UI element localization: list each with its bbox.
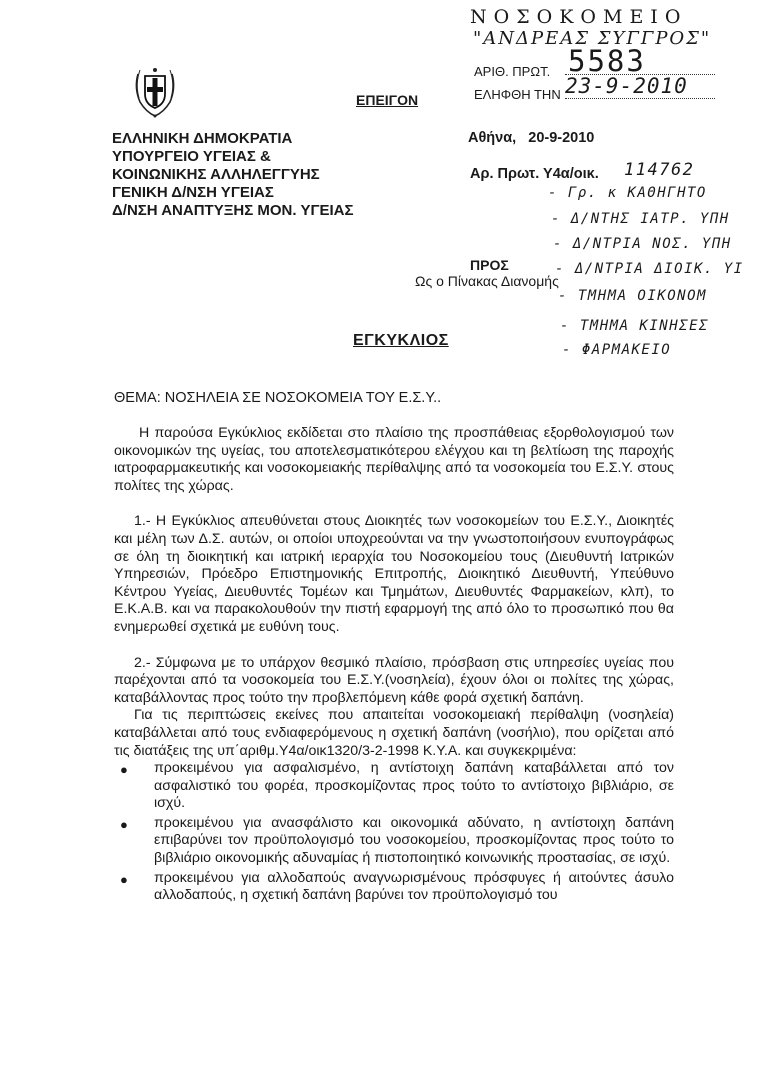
list-item-text: προκειμένου για αλλοδαπούς αναγνωρισμένους πρόσφυγες ή αιτούντες άσυλο αλλοδαπούς, η σχετική δαπάνη βαρύνει τον προϋπολογισμό του [154, 869, 674, 904]
handwritten-distribution-item: - ΤΜΗΜΑ ΚΙΝΗΣΕΣ [560, 318, 709, 334]
subject-line: ΘΕΜΑ: ΝΟΣΗΛΕΙΑ ΣΕ ΝΟΣΟΚΟΜΕΙΑ ΤΟΥ Ε.Σ.Υ.. [114, 390, 442, 406]
document-title: ΕΓΚΥΚΛΙΟΣ [353, 332, 449, 349]
handwritten-distribution-item: - ΤΜΗΜΑ ΟΙΚΟΝΟΜ [558, 288, 707, 304]
stamp-receipt-label: ΕΛΗΦΘΗ ΤΗΝ [474, 87, 561, 102]
org-line: ΥΠΟΥΡΓΕΙΟ ΥΓΕΙΑΣ & [112, 148, 271, 165]
stamp-prot-number: 5583 [568, 44, 646, 78]
org-line: Δ/ΝΣΗ ΑΝΑΠΤΥΞΗΣ ΜΟΝ. ΥΓΕΙΑΣ [112, 202, 354, 219]
protocol-label: Αρ. Πρωτ. Υ4α/οικ. [470, 166, 599, 182]
org-header [112, 130, 353, 220]
place-date: Αθήνα, 20-9-2010 [468, 130, 595, 146]
org-line: ΕΛΛΗΝΙΚΗ ΔΗΜΟΚΡΑΤΙΑ [112, 130, 293, 147]
to-label: ΠΡΟΣ [470, 257, 509, 273]
bullet-list [114, 760, 674, 905]
stamp-receipt-line [565, 98, 715, 99]
stamp-receipt-date: 23-9-2010 [565, 74, 688, 98]
bullet-icon: ● [120, 762, 128, 778]
bullet-icon: ● [120, 816, 128, 832]
paragraph-3: Για τις περιπτώσεις εκείνες που απαιτείται νοσοκομειακή περίθαλψη (νοσηλεία) καταβάλλεται από τους ενδιαφερόμενους η σχετική δαπάνη (νοσήλιο), που ορίζεται από τις διατάξεις της υπ΄αριθμ.Υ4α/οικ1320/3-2-1998 Κ.Υ.Α. και συγκεκριμένα: [114, 707, 674, 759]
urgent-label: ΕΠΕΙΓΟΝ [356, 92, 419, 108]
intro-paragraph: Η παρούσα Εγκύκλιος εκδίδεται στο πλαίσιο της προσπάθειας εξορθολογισμού των οικονομικών της υγείας, του αποτελεσματικότερου ελέγχου και τη βελτίωση της παροχής ιατροφαρμακευτικής και νοσοκομειακής περίθαλψης από τα νοσοκομεία του Ε.Σ.Υ. στους πολίτες της χώρας. [114, 425, 674, 494]
protocol-number-handwritten: 114762 [624, 160, 695, 180]
to-recipients: Ως ο Πίνακας Διανομής [415, 273, 559, 289]
stamp-prot-label: ΑΡΙΘ. ΠΡΩΤ. [474, 64, 551, 79]
list-item [114, 815, 674, 868]
org-line: ΚΟΙΝΩΝΙΚΗΣ ΑΛΛΗΛΕΓΓΥΗΣ [112, 166, 320, 183]
org-line: ΓΕΝΙΚΗ Δ/ΝΣΗ ΥΓΕΙΑΣ [112, 184, 274, 201]
stamp-hospital-subtitle: "ΑΝΔΡΕΑΣ ΣΥΓΓΡΟΣ" [473, 28, 712, 49]
handwritten-distribution-item: - Δ/ΝΤΡΙΑ ΝΟΣ. ΥΠΗ [553, 236, 732, 252]
document-body [114, 425, 674, 907]
stamp-hospital-name: ΝΟΣΟΚΟΜΕΙΟ [470, 6, 688, 28]
paragraph-1: 1.- Η Εγκύκλιος απευθύνεται στους Διοικητές των νοσοκομείων του Ε.Σ.Υ., Διοικητές και μέλη των Δ.Σ. αυτών, οι οποίοι υποχρεούνται να την γνωστοποιήσουν ενυπογράφως σε όλη τη διοικητική και ιατρική ιεραρχία του Νοσοκομείου τους (Διευθυντή Ιατρικών Υπηρεσιών, Πρόεδρο Επιστημονικής Επιτροπής, Διοικητικό Διευθυντή, Υπεύθυνο Κέντρου Υγείας, Διευθυντές Τομέων και Τμημάτων, Διευθυντές Φαρμακείων, κλπ), το Ε.Κ.Α.Β. και να παρακολουθούν την πιστή εφαρμογή της από όλο το προσωπικό που θα ενημερωθεί σχετικά με ευθύνη τους. [114, 513, 674, 635]
paragraph-2: 2.- Σύμφωνα με το υπάρχον θεσμικό πλαίσιο, πρόσβαση στις υπηρεσίες υγείας που παρέχονται από τα νοσοκομεία του Ε.Σ.Υ.(νοσηλεία), έχουν όλοι οι πολίτες της χώρας, καταβάλλοντας προς τούτο την προβλεπόμενη κάθε φορά σχετική δαπάνη. [114, 654, 674, 706]
list-item-text: προκειμένου για ανασφάλιστο και οικονομικά αδύνατο, η αντίστοιχη δαπάνη επιβαρύνει τον προϋπολογισμό του νοσοκομείου, προσκομίζοντας προς τούτο το βιβλιάριο οικονομικής αδυναμίας ή πιστοποιητικό κοινωνικής προστασίας, σε ισχύ. [154, 814, 674, 867]
handwritten-distribution-item: - ΦΑΡΜΑΚΕΙΟ [562, 342, 672, 358]
handwritten-distribution-item: - Γρ. κ ΚΑΘΗΓΗΤΟ [548, 185, 707, 201]
list-item-text: προκειμένου για ασφαλισμένο, η αντίστοιχη δαπάνη καταβάλλεται από τον ασφαλιστικό του φορέα, προσκομίζοντας προς τούτο το αντίστοιχο βιβλιάριο, σε ισχύ. [154, 760, 674, 812]
list-item [114, 760, 674, 813]
coat-of-arms-emblem [130, 58, 180, 120]
list-item [114, 870, 674, 905]
handwritten-distribution-item: - Δ/ΝΤΡΙΑ ΔΙΟΙΚ. ΥΙ [555, 261, 744, 277]
bullet-icon: ● [120, 871, 128, 887]
handwritten-distribution-item: - Δ/ΝΤΗΣ ΙΑΤΡ. ΥΠΗ [551, 211, 730, 227]
